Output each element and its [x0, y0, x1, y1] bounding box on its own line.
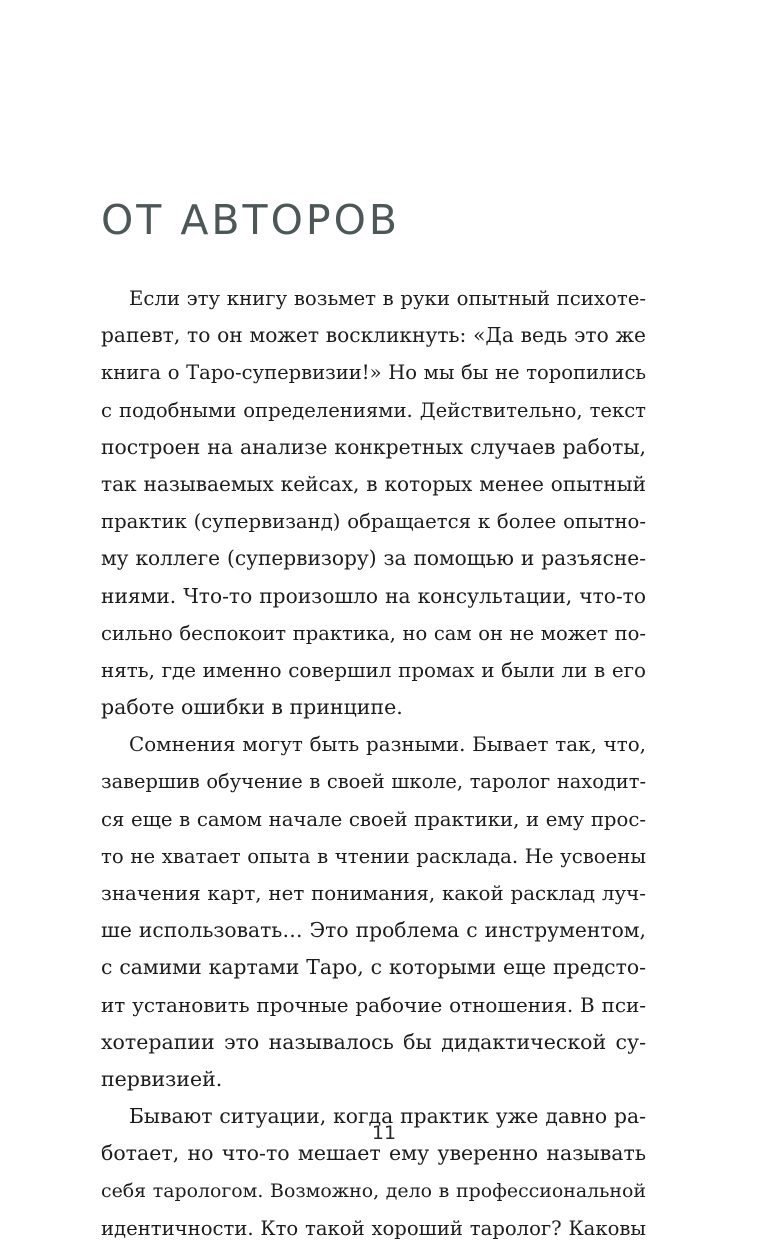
text-line: ботает, но что-то мешает ему уверенно называть	[101, 1141, 646, 1166]
text-line: Сомнения могут быть разными. Бывает так, что,	[129, 733, 646, 757]
text-line: ся еще в самом начале своей практики, и ему прос-	[101, 807, 646, 831]
text-line: идентичности. Кто такой хороший таролог? Каковы	[101, 1216, 646, 1240]
text-line: хотерапии это называлось бы дидактической су-	[101, 1029, 646, 1054]
text-line: первизией.	[101, 1066, 223, 1091]
text-line: себя тарологом. Возможно, дело в профессиональной	[101, 1179, 646, 1202]
paragraph	[101, 1098, 646, 1247]
page-number: 11	[371, 1122, 397, 1144]
text-line: Если эту книгу возьмет в руки опытный психоте-	[129, 287, 646, 310]
paragraph	[101, 280, 646, 726]
text-line: завершив обучение в своей школе, таролог находит-	[101, 770, 646, 794]
text-line: работе ошибки в принципе.	[101, 695, 403, 720]
text-line: построен на анализе конкретных случаев работы,	[101, 434, 646, 459]
text-line: ниями. Что-то произошло на консультации, что-то	[101, 583, 646, 608]
text-line: то не хватает опыта в чтении расклада. Не усвоены	[101, 844, 646, 868]
text-line: книга о Таро-супервизии!» Но мы бы не торопились	[101, 361, 646, 385]
text-line: ше использовать… Это проблема с инструментом,	[101, 918, 646, 943]
paragraph	[101, 726, 646, 1098]
text-line: сильно беспокоит практика, но сам он не может по-	[101, 621, 646, 645]
body-text	[101, 280, 646, 1247]
text-line: нять, где именно совершил промах и были ли в его	[101, 658, 646, 682]
text-line: с самими картами Таро, с которыми еще предсто-	[101, 955, 646, 980]
text-line: ит установить прочные рабочие отношения. В пси-	[101, 993, 646, 1017]
text-line: Бывают ситуации, когда практик уже давно ра-	[129, 1104, 646, 1129]
text-line: так называемых кейсах, в которых менее опытный	[101, 471, 646, 496]
text-line: с подобными определениями. Действительно, текст	[101, 398, 646, 422]
text-line: практик (супервизанд) обращается к более опытно-	[101, 510, 646, 534]
text-line: му коллеге (супервизору) за помощью и разъясне-	[101, 546, 646, 571]
chapter-heading: ОТ АВТОРОВ	[101, 196, 400, 244]
text-line: рапевт, то он может воскликнуть: «Да ведь это же	[101, 323, 646, 348]
text-line: значения карт, нет понимания, какой расклад луч-	[101, 882, 646, 905]
